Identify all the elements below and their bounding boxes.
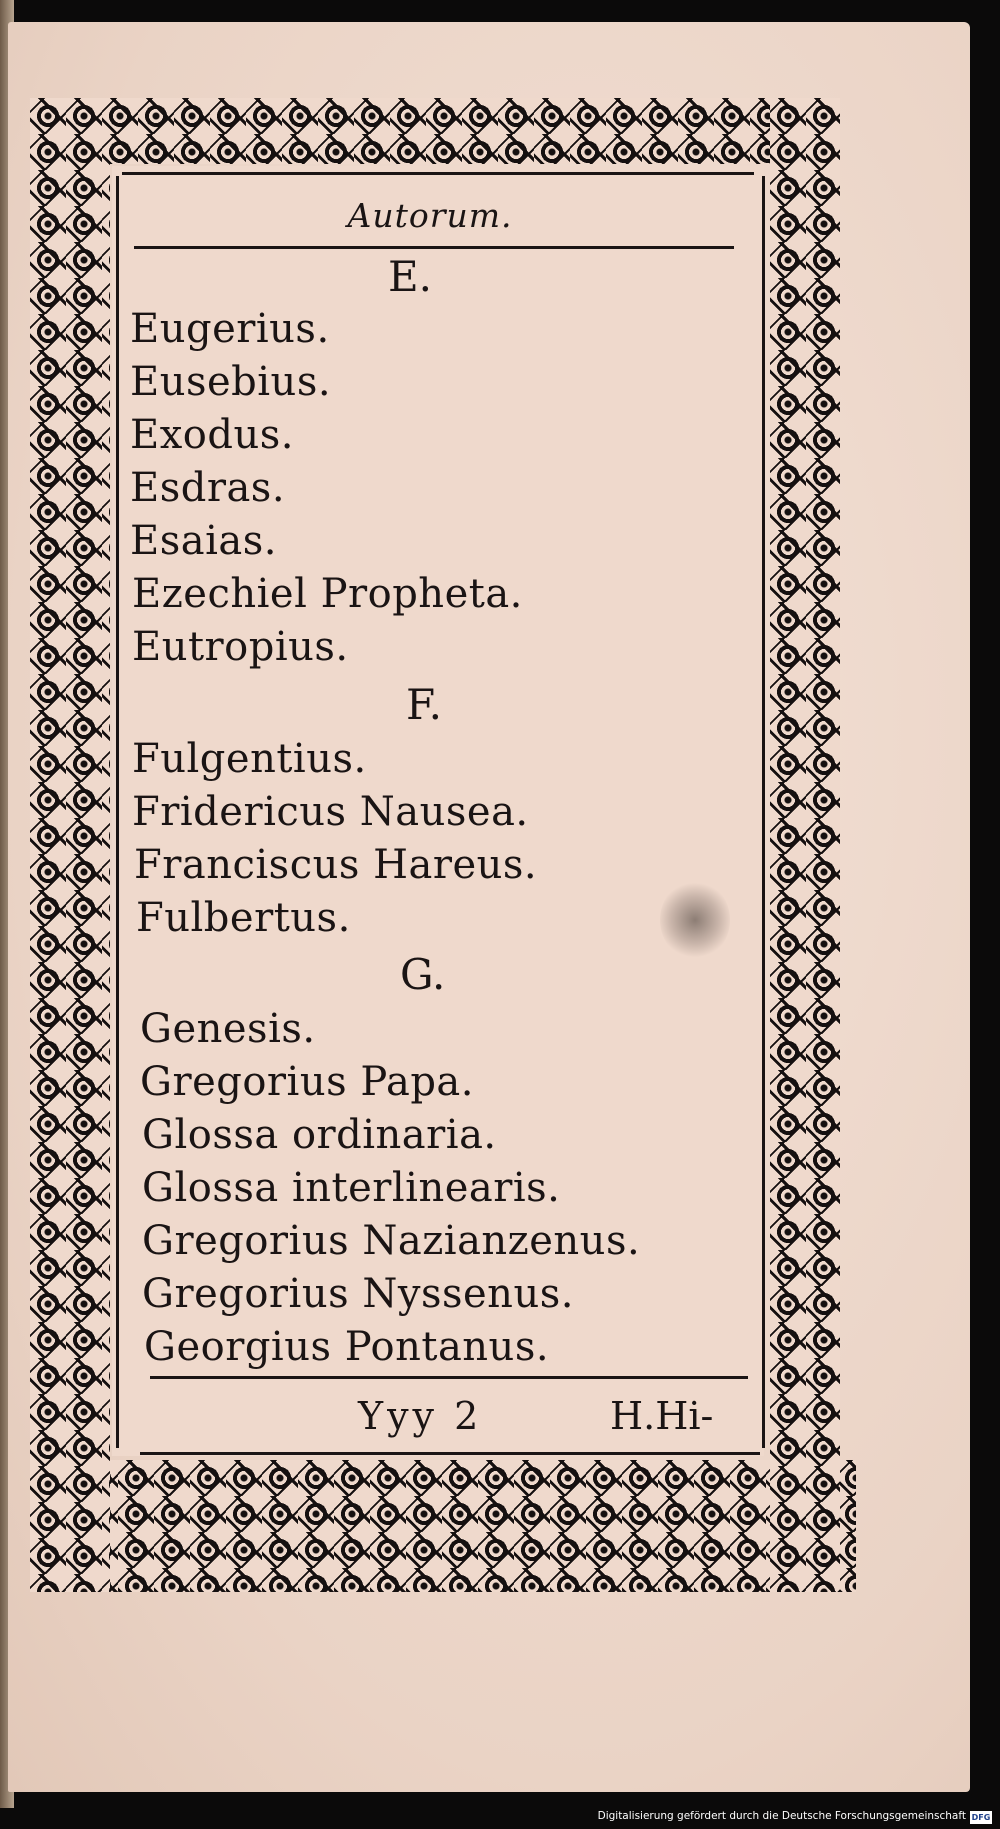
frame-line — [122, 172, 754, 175]
ornament-border-right — [770, 98, 840, 1592]
credit-text: Digitalisierung gefördert durch die Deutsche Forschungsgemeinschaft — [597, 1810, 966, 1822]
index-entry: Georgius Pontanus. — [144, 1324, 550, 1370]
index-entry: Franciscus Hareus. — [134, 842, 538, 888]
index-entry: Fridericus Nausea. — [132, 789, 529, 835]
header-rule — [134, 246, 734, 249]
index-entry: Esaias. — [130, 518, 277, 564]
index-entry: Exodus. — [130, 412, 294, 458]
footer-rule — [150, 1376, 748, 1379]
index-entry: Fulgentius. — [132, 736, 367, 782]
index-entry: Ezechiel Propheta. — [132, 571, 523, 617]
ornament-border-bottom — [46, 1460, 856, 1592]
index-entry: Glossa interlinearis. — [142, 1165, 561, 1211]
index-entry: Gregorius Nazianzenus. — [142, 1218, 641, 1264]
section-letter: F. — [406, 680, 442, 729]
ornament-border-top — [30, 98, 840, 164]
frame-line — [140, 1452, 760, 1455]
catchword: H.Hi- — [610, 1394, 714, 1438]
dfg-logo: DFG — [971, 1813, 991, 1822]
index-entry: Fulbertus. — [136, 895, 351, 941]
index-entry: Gregorius Papa. — [140, 1059, 474, 1105]
frame-line — [762, 176, 765, 1448]
running-title: Autorum. — [347, 196, 513, 235]
index-entry: Gregorius Nyssenus. — [142, 1271, 574, 1317]
index-entry: Eutropius. — [132, 624, 349, 670]
signature-mark: Yyy 2 — [358, 1394, 483, 1438]
index-entry: Esdras. — [130, 465, 286, 511]
index-entry: Eugerius. — [130, 306, 330, 352]
section-letter: G. — [400, 950, 446, 999]
index-entry: Genesis. — [140, 1006, 316, 1052]
frame-line — [116, 176, 119, 1448]
ink-stain — [660, 880, 730, 960]
ornament-border-left — [30, 98, 110, 1592]
index-entry: Eusebius. — [130, 359, 332, 405]
index-entry: Glossa ordinaria. — [142, 1112, 497, 1158]
section-letter: E. — [388, 252, 433, 301]
